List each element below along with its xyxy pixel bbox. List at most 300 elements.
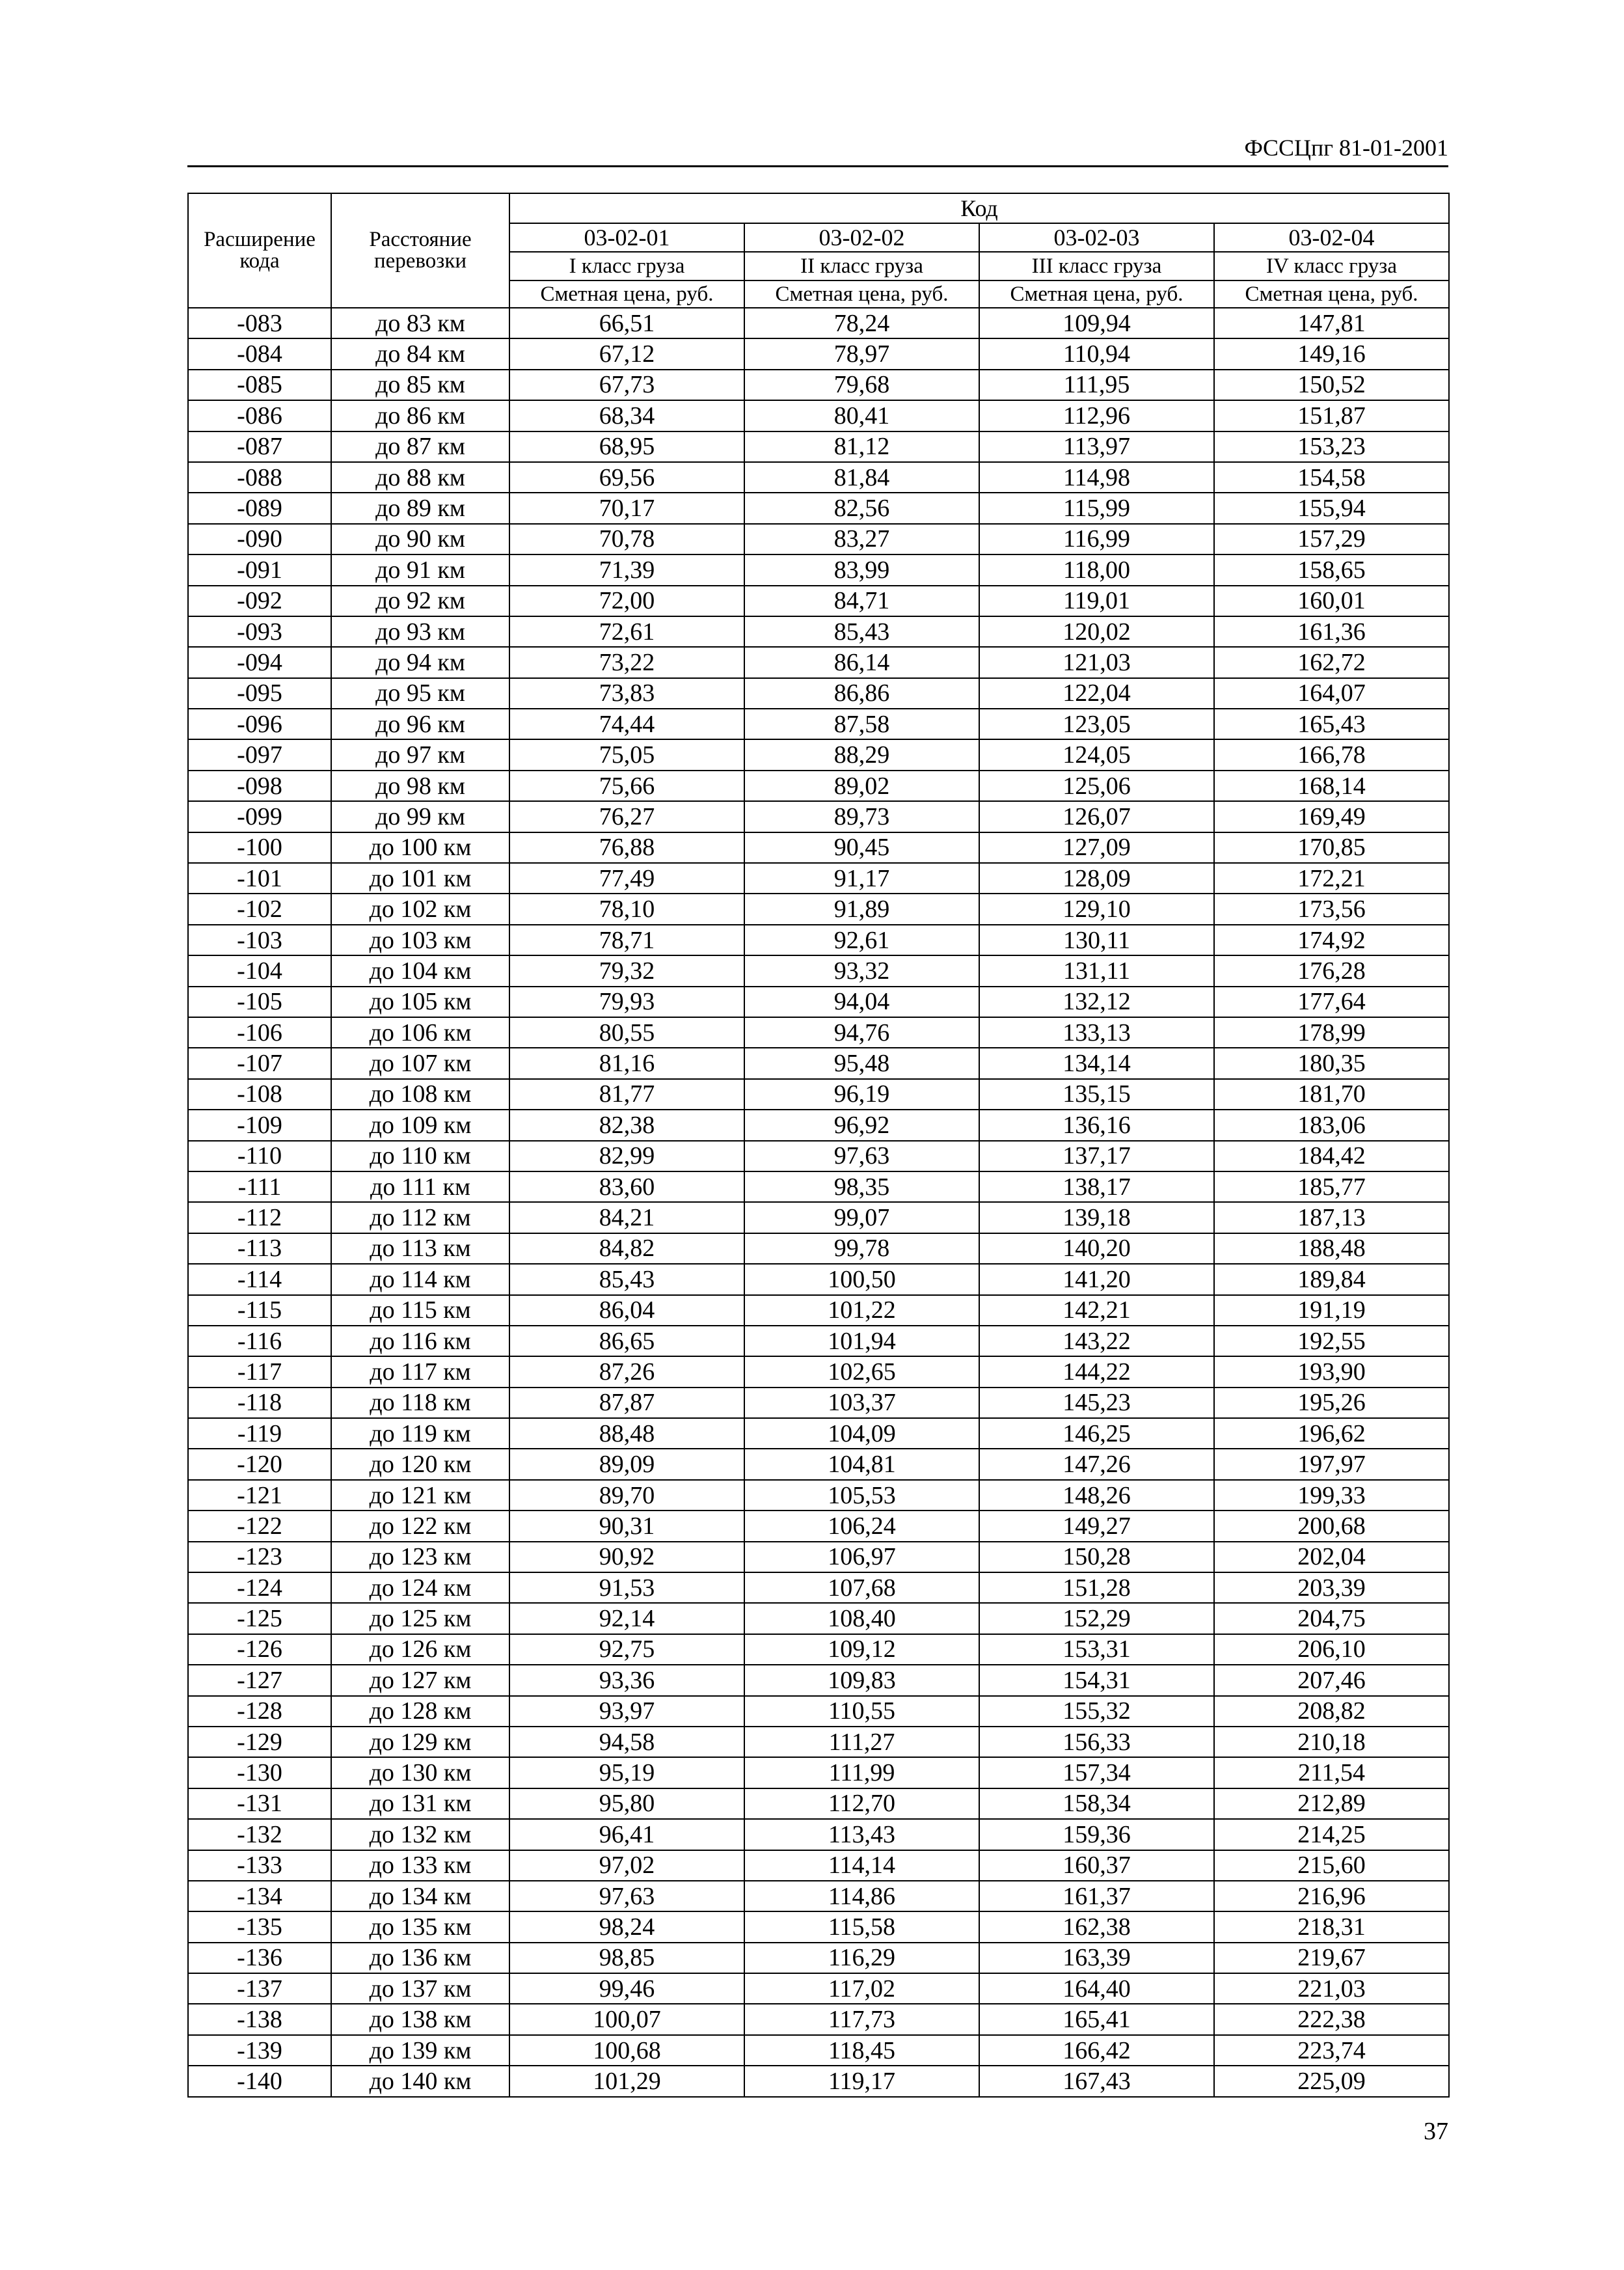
price-class3-cell: 110,94 bbox=[979, 338, 1214, 369]
table-row bbox=[188, 1634, 1449, 1665]
price-class3-cell: 152,29 bbox=[979, 1603, 1214, 1634]
distance-cell: до 97 км bbox=[331, 739, 509, 770]
price-class1-cell: 86,65 bbox=[509, 1326, 744, 1356]
price-class4-cell: 169,49 bbox=[1214, 801, 1449, 832]
price-class2-cell: 96,92 bbox=[744, 1110, 979, 1140]
price-class4-cell: 195,26 bbox=[1214, 1388, 1449, 1418]
price-class3-cell: 126,07 bbox=[979, 801, 1214, 832]
table-row bbox=[188, 400, 1449, 431]
price-class1-cell: 79,93 bbox=[509, 987, 744, 1017]
price-class3-cell: 116,99 bbox=[979, 524, 1214, 554]
extension-cell: -124 bbox=[188, 1572, 331, 1603]
price-class3-cell: 122,04 bbox=[979, 678, 1214, 709]
price-class2-cell: 101,22 bbox=[744, 1295, 979, 1326]
price-class3-cell: 124,05 bbox=[979, 739, 1214, 770]
price-class2-cell: 118,45 bbox=[744, 2035, 979, 2066]
price-class3-cell: 167,43 bbox=[979, 2066, 1214, 2096]
distance-cell: до 128 км bbox=[331, 1696, 509, 1727]
price-class1-cell: 93,36 bbox=[509, 1665, 744, 1695]
price-class1-cell: 95,80 bbox=[509, 1788, 744, 1819]
price-class3-cell: 160,37 bbox=[979, 1850, 1214, 1881]
distance-cell: до 110 км bbox=[331, 1141, 509, 1171]
table-row bbox=[188, 1202, 1449, 1233]
price-class1-cell: 69,56 bbox=[509, 462, 744, 493]
distance-cell: до 134 км bbox=[331, 1881, 509, 1911]
price-class3-cell: 125,06 bbox=[979, 771, 1214, 801]
distance-cell: до 96 км bbox=[331, 709, 509, 739]
price-class1-cell: 98,24 bbox=[509, 1911, 744, 1942]
price-class4-cell: 158,65 bbox=[1214, 554, 1449, 585]
distance-cell: до 115 км bbox=[331, 1295, 509, 1326]
price-class3-cell: 137,17 bbox=[979, 1141, 1214, 1171]
distance-cell: до 122 км bbox=[331, 1511, 509, 1541]
price-class4-cell: 203,39 bbox=[1214, 1572, 1449, 1603]
table-row bbox=[188, 709, 1449, 739]
price-class1-cell: 90,31 bbox=[509, 1511, 744, 1541]
distance-cell: до 87 км bbox=[331, 431, 509, 462]
price-class3-cell: 118,00 bbox=[979, 554, 1214, 585]
header-distance: Расстояние перевозки bbox=[331, 193, 509, 308]
price-class1-cell: 76,88 bbox=[509, 832, 744, 863]
price-class3-cell: 109,94 bbox=[979, 308, 1214, 338]
table-row bbox=[188, 925, 1449, 955]
price-class3-cell: 156,33 bbox=[979, 1727, 1214, 1757]
price-class4-cell: 176,28 bbox=[1214, 955, 1449, 986]
price-class4-cell: 191,19 bbox=[1214, 1295, 1449, 1326]
price-class2-cell: 113,43 bbox=[744, 1819, 979, 1850]
price-class1-cell: 96,41 bbox=[509, 1819, 744, 1850]
distance-cell: до 138 км bbox=[331, 2004, 509, 2034]
price-class4-cell: 196,62 bbox=[1214, 1418, 1449, 1449]
distance-cell: до 103 км bbox=[331, 925, 509, 955]
price-class2-cell: 89,73 bbox=[744, 801, 979, 832]
table-row bbox=[188, 1264, 1449, 1294]
price-class1-cell: 100,68 bbox=[509, 2035, 744, 2066]
price-class3-cell: 131,11 bbox=[979, 955, 1214, 986]
table-row bbox=[188, 1141, 1449, 1171]
extension-cell: -100 bbox=[188, 832, 331, 863]
price-class1-cell: 66,51 bbox=[509, 308, 744, 338]
price-class3-cell: 133,13 bbox=[979, 1017, 1214, 1048]
extension-cell: -127 bbox=[188, 1665, 331, 1695]
extension-cell: -128 bbox=[188, 1696, 331, 1727]
price-class4-cell: 222,38 bbox=[1214, 2004, 1449, 2034]
price-class2-cell: 81,84 bbox=[744, 462, 979, 493]
table-row bbox=[188, 739, 1449, 770]
document-header bbox=[187, 130, 1448, 165]
price-class4-cell: 188,48 bbox=[1214, 1233, 1449, 1264]
table-header bbox=[188, 193, 1449, 308]
table-row bbox=[188, 2035, 1449, 2066]
table-row bbox=[188, 524, 1449, 554]
header-price-2: Сметная цена, руб. bbox=[744, 280, 979, 308]
price-class2-cell: 92,61 bbox=[744, 925, 979, 955]
price-class4-cell: 180,35 bbox=[1214, 1048, 1449, 1078]
price-class1-cell: 67,12 bbox=[509, 338, 744, 369]
price-class2-cell: 116,29 bbox=[744, 1943, 979, 1973]
price-class4-cell: 192,55 bbox=[1214, 1326, 1449, 1356]
distance-cell: до 108 км bbox=[331, 1079, 509, 1110]
table-row bbox=[188, 1449, 1449, 1479]
extension-cell: -102 bbox=[188, 894, 331, 924]
price-class3-cell: 166,42 bbox=[979, 2035, 1214, 2066]
price-class3-cell: 165,41 bbox=[979, 2004, 1214, 2034]
price-class1-cell: 101,29 bbox=[509, 2066, 744, 2096]
extension-cell: -112 bbox=[188, 1202, 331, 1233]
extension-cell: -123 bbox=[188, 1542, 331, 1572]
extension-cell: -118 bbox=[188, 1388, 331, 1418]
table-row bbox=[188, 771, 1449, 801]
extension-cell: -091 bbox=[188, 554, 331, 585]
table-row bbox=[188, 1881, 1449, 1911]
distance-cell: до 95 км bbox=[331, 678, 509, 709]
table-row bbox=[188, 1788, 1449, 1819]
price-class4-cell: 208,82 bbox=[1214, 1696, 1449, 1727]
price-class1-cell: 98,85 bbox=[509, 1943, 744, 1973]
table-row bbox=[188, 1603, 1449, 1634]
price-class3-cell: 154,31 bbox=[979, 1665, 1214, 1695]
table-row bbox=[188, 462, 1449, 493]
table-row bbox=[188, 832, 1449, 863]
price-class4-cell: 216,96 bbox=[1214, 1881, 1449, 1911]
price-class1-cell: 78,10 bbox=[509, 894, 744, 924]
price-class4-cell: 164,07 bbox=[1214, 678, 1449, 709]
table-row bbox=[188, 1572, 1449, 1603]
price-class1-cell: 93,97 bbox=[509, 1696, 744, 1727]
price-class1-cell: 92,75 bbox=[509, 1634, 744, 1665]
header-price-1: Сметная цена, руб. bbox=[509, 280, 744, 308]
table-row bbox=[188, 1850, 1449, 1881]
price-class1-cell: 90,92 bbox=[509, 1542, 744, 1572]
distance-cell: до 83 км bbox=[331, 308, 509, 338]
distance-cell: до 123 км bbox=[331, 1542, 509, 1572]
price-class2-cell: 78,97 bbox=[744, 338, 979, 369]
extension-cell: -110 bbox=[188, 1141, 331, 1171]
extension-cell: -140 bbox=[188, 2066, 331, 2096]
price-class4-cell: 166,78 bbox=[1214, 739, 1449, 770]
price-class3-cell: 149,27 bbox=[979, 1511, 1214, 1541]
header-extension: Расширение кода bbox=[188, 193, 331, 308]
table-row bbox=[188, 1727, 1449, 1757]
price-class1-cell: 97,63 bbox=[509, 1881, 744, 1911]
distance-cell: до 116 км bbox=[331, 1326, 509, 1356]
extension-cell: -088 bbox=[188, 462, 331, 493]
price-class1-cell: 73,22 bbox=[509, 647, 744, 677]
price-class3-cell: 127,09 bbox=[979, 832, 1214, 863]
table-body bbox=[188, 308, 1449, 2097]
price-class4-cell: 173,56 bbox=[1214, 894, 1449, 924]
price-class4-cell: 168,14 bbox=[1214, 771, 1449, 801]
table-row bbox=[188, 554, 1449, 585]
price-class4-cell: 172,21 bbox=[1214, 863, 1449, 894]
price-class2-cell: 83,27 bbox=[744, 524, 979, 554]
distance-cell: до 92 км bbox=[331, 586, 509, 616]
table-row bbox=[188, 1017, 1449, 1048]
distance-cell: до 109 км bbox=[331, 1110, 509, 1140]
price-class3-cell: 147,26 bbox=[979, 1449, 1214, 1479]
extension-cell: -130 bbox=[188, 1757, 331, 1788]
price-class2-cell: 91,89 bbox=[744, 894, 979, 924]
extension-cell: -116 bbox=[188, 1326, 331, 1356]
price-class4-cell: 214,25 bbox=[1214, 1819, 1449, 1850]
distance-cell: до 107 км bbox=[331, 1048, 509, 1078]
extension-cell: -106 bbox=[188, 1017, 331, 1048]
price-class3-cell: 155,32 bbox=[979, 1696, 1214, 1727]
header-code-4: 03-02-04 bbox=[1214, 223, 1449, 252]
extension-cell: -120 bbox=[188, 1449, 331, 1479]
price-class2-cell: 105,53 bbox=[744, 1480, 979, 1511]
extension-cell: -083 bbox=[188, 308, 331, 338]
table-row bbox=[188, 987, 1449, 1017]
price-class2-cell: 99,07 bbox=[744, 1202, 979, 1233]
price-class4-cell: 149,16 bbox=[1214, 338, 1449, 369]
price-class1-cell: 68,34 bbox=[509, 400, 744, 431]
price-class3-cell: 120,02 bbox=[979, 616, 1214, 647]
price-class1-cell: 67,73 bbox=[509, 370, 744, 400]
price-class3-cell: 130,11 bbox=[979, 925, 1214, 955]
price-class2-cell: 115,58 bbox=[744, 1911, 979, 1942]
extension-cell: -101 bbox=[188, 863, 331, 894]
price-class2-cell: 91,17 bbox=[744, 863, 979, 894]
extension-cell: -097 bbox=[188, 739, 331, 770]
extension-cell: -086 bbox=[188, 400, 331, 431]
table-row bbox=[188, 1418, 1449, 1449]
distance-cell: до 119 км bbox=[331, 1418, 509, 1449]
price-class4-cell: 160,01 bbox=[1214, 586, 1449, 616]
price-class2-cell: 101,94 bbox=[744, 1326, 979, 1356]
table-row bbox=[188, 370, 1449, 400]
distance-cell: до 136 км bbox=[331, 1943, 509, 1973]
table-row bbox=[188, 431, 1449, 462]
price-class3-cell: 113,97 bbox=[979, 431, 1214, 462]
price-class3-cell: 114,98 bbox=[979, 462, 1214, 493]
extension-cell: -104 bbox=[188, 955, 331, 986]
table-row bbox=[188, 1757, 1449, 1788]
price-class2-cell: 111,99 bbox=[744, 1757, 979, 1788]
price-class2-cell: 89,02 bbox=[744, 771, 979, 801]
distance-cell: до 124 км bbox=[331, 1572, 509, 1603]
table-row bbox=[188, 616, 1449, 647]
price-class3-cell: 136,16 bbox=[979, 1110, 1214, 1140]
table-row bbox=[188, 1048, 1449, 1078]
price-class2-cell: 104,81 bbox=[744, 1449, 979, 1479]
distance-cell: до 99 км bbox=[331, 801, 509, 832]
price-class2-cell: 88,29 bbox=[744, 739, 979, 770]
table-row bbox=[188, 1110, 1449, 1140]
distance-cell: до 111 км bbox=[331, 1171, 509, 1202]
distance-cell: до 100 км bbox=[331, 832, 509, 863]
extension-cell: -135 bbox=[188, 1911, 331, 1942]
table-row bbox=[188, 1911, 1449, 1942]
price-class4-cell: 185,77 bbox=[1214, 1171, 1449, 1202]
extension-cell: -107 bbox=[188, 1048, 331, 1078]
table-row bbox=[188, 801, 1449, 832]
distance-cell: до 98 км bbox=[331, 771, 509, 801]
table-row bbox=[188, 308, 1449, 338]
price-class4-cell: 199,33 bbox=[1214, 1480, 1449, 1511]
price-class4-cell: 207,46 bbox=[1214, 1665, 1449, 1695]
price-class1-cell: 70,17 bbox=[509, 493, 744, 523]
price-class4-cell: 211,54 bbox=[1214, 1757, 1449, 1788]
table-row bbox=[188, 1388, 1449, 1418]
price-class4-cell: 170,85 bbox=[1214, 832, 1449, 863]
price-class4-cell: 187,13 bbox=[1214, 1202, 1449, 1233]
header-class-3: III класс груза bbox=[979, 252, 1214, 280]
distance-cell: до 85 км bbox=[331, 370, 509, 400]
price-class3-cell: 151,28 bbox=[979, 1572, 1214, 1603]
price-class2-cell: 106,24 bbox=[744, 1511, 979, 1541]
table-row bbox=[188, 338, 1449, 369]
table-row bbox=[188, 1511, 1449, 1541]
extension-cell: -089 bbox=[188, 493, 331, 523]
extension-cell: -113 bbox=[188, 1233, 331, 1264]
price-class3-cell: 162,38 bbox=[979, 1911, 1214, 1942]
table-row bbox=[188, 586, 1449, 616]
extension-cell: -084 bbox=[188, 338, 331, 369]
price-class2-cell: 86,86 bbox=[744, 678, 979, 709]
distance-cell: до 88 км bbox=[331, 462, 509, 493]
distance-cell: до 86 км bbox=[331, 400, 509, 431]
distance-cell: до 127 км bbox=[331, 1665, 509, 1695]
extension-cell: -136 bbox=[188, 1943, 331, 1973]
price-class2-cell: 107,68 bbox=[744, 1572, 979, 1603]
price-class2-cell: 95,48 bbox=[744, 1048, 979, 1078]
extension-cell: -117 bbox=[188, 1356, 331, 1387]
price-class3-cell: 111,95 bbox=[979, 370, 1214, 400]
price-class2-cell: 84,71 bbox=[744, 586, 979, 616]
price-class4-cell: 151,87 bbox=[1214, 400, 1449, 431]
distance-cell: до 125 км bbox=[331, 1603, 509, 1634]
extension-cell: -138 bbox=[188, 2004, 331, 2034]
table-row bbox=[188, 1973, 1449, 2004]
price-class4-cell: 174,92 bbox=[1214, 925, 1449, 955]
price-class3-cell: 148,26 bbox=[979, 1480, 1214, 1511]
price-class4-cell: 206,10 bbox=[1214, 1634, 1449, 1665]
extension-cell: -092 bbox=[188, 586, 331, 616]
price-class2-cell: 111,27 bbox=[744, 1727, 979, 1757]
price-class1-cell: 70,78 bbox=[509, 524, 744, 554]
price-class3-cell: 157,34 bbox=[979, 1757, 1214, 1788]
price-class2-cell: 106,97 bbox=[744, 1542, 979, 1572]
price-class2-cell: 104,09 bbox=[744, 1418, 979, 1449]
price-class1-cell: 87,87 bbox=[509, 1388, 744, 1418]
header-code: Код bbox=[509, 193, 1449, 223]
price-class3-cell: 141,20 bbox=[979, 1264, 1214, 1294]
price-class4-cell: 215,60 bbox=[1214, 1850, 1449, 1881]
price-class2-cell: 78,24 bbox=[744, 308, 979, 338]
distance-cell: до 112 км bbox=[331, 1202, 509, 1233]
price-class2-cell: 81,12 bbox=[744, 431, 979, 462]
distance-cell: до 105 км bbox=[331, 987, 509, 1017]
price-class1-cell: 91,53 bbox=[509, 1572, 744, 1603]
table-row bbox=[188, 1819, 1449, 1850]
price-class3-cell: 159,36 bbox=[979, 1819, 1214, 1850]
extension-cell: -122 bbox=[188, 1511, 331, 1541]
price-class1-cell: 99,46 bbox=[509, 1973, 744, 2004]
price-class1-cell: 72,61 bbox=[509, 616, 744, 647]
price-class1-cell: 84,21 bbox=[509, 1202, 744, 1233]
table-row bbox=[188, 2004, 1449, 2034]
price-class2-cell: 79,68 bbox=[744, 370, 979, 400]
extension-cell: -095 bbox=[188, 678, 331, 709]
extension-cell: -094 bbox=[188, 647, 331, 677]
price-class4-cell: 210,18 bbox=[1214, 1727, 1449, 1757]
price-class1-cell: 100,07 bbox=[509, 2004, 744, 2034]
price-class3-cell: 164,40 bbox=[979, 1973, 1214, 2004]
price-class4-cell: 178,99 bbox=[1214, 1017, 1449, 1048]
price-class3-cell: 158,34 bbox=[979, 1788, 1214, 1819]
extension-cell: -103 bbox=[188, 925, 331, 955]
price-class1-cell: 77,49 bbox=[509, 863, 744, 894]
price-class3-cell: 142,21 bbox=[979, 1295, 1214, 1326]
price-class1-cell: 68,95 bbox=[509, 431, 744, 462]
distance-cell: до 130 км bbox=[331, 1757, 509, 1788]
table-row bbox=[188, 1356, 1449, 1387]
price-class3-cell: 123,05 bbox=[979, 709, 1214, 739]
extension-cell: -139 bbox=[188, 2035, 331, 2066]
header-class-1: I класс груза bbox=[509, 252, 744, 280]
price-class1-cell: 88,48 bbox=[509, 1418, 744, 1449]
price-class2-cell: 112,70 bbox=[744, 1788, 979, 1819]
price-class1-cell: 83,60 bbox=[509, 1171, 744, 1202]
price-class2-cell: 114,14 bbox=[744, 1850, 979, 1881]
price-class1-cell: 82,38 bbox=[509, 1110, 744, 1140]
price-class4-cell: 162,72 bbox=[1214, 647, 1449, 677]
price-class2-cell: 90,45 bbox=[744, 832, 979, 863]
table-row bbox=[188, 647, 1449, 677]
price-class1-cell: 81,16 bbox=[509, 1048, 744, 1078]
extension-cell: -099 bbox=[188, 801, 331, 832]
price-class1-cell: 89,70 bbox=[509, 1480, 744, 1511]
price-class2-cell: 119,17 bbox=[744, 2066, 979, 2096]
price-class4-cell: 200,68 bbox=[1214, 1511, 1449, 1541]
distance-cell: до 91 км bbox=[331, 554, 509, 585]
table-row bbox=[188, 493, 1449, 523]
distance-cell: до 90 км bbox=[331, 524, 509, 554]
extension-cell: -111 bbox=[188, 1171, 331, 1202]
distance-cell: до 89 км bbox=[331, 493, 509, 523]
price-class1-cell: 74,44 bbox=[509, 709, 744, 739]
extension-cell: -109 bbox=[188, 1110, 331, 1140]
table-row bbox=[188, 1171, 1449, 1202]
price-class2-cell: 117,73 bbox=[744, 2004, 979, 2034]
price-class2-cell: 96,19 bbox=[744, 1079, 979, 1110]
price-class1-cell: 94,58 bbox=[509, 1727, 744, 1757]
distance-cell: до 120 км bbox=[331, 1449, 509, 1479]
price-class3-cell: 163,39 bbox=[979, 1943, 1214, 1973]
price-class1-cell: 97,02 bbox=[509, 1850, 744, 1881]
price-class3-cell: 128,09 bbox=[979, 863, 1214, 894]
extension-cell: -105 bbox=[188, 987, 331, 1017]
table-row bbox=[188, 1480, 1449, 1511]
distance-cell: до 104 км bbox=[331, 955, 509, 986]
price-class3-cell: 140,20 bbox=[979, 1233, 1214, 1264]
price-class1-cell: 81,77 bbox=[509, 1079, 744, 1110]
price-class2-cell: 99,78 bbox=[744, 1233, 979, 1264]
price-class1-cell: 71,39 bbox=[509, 554, 744, 585]
price-class4-cell: 161,36 bbox=[1214, 616, 1449, 647]
extension-cell: -115 bbox=[188, 1295, 331, 1326]
price-class3-cell: 153,31 bbox=[979, 1634, 1214, 1665]
price-class4-cell: 154,58 bbox=[1214, 462, 1449, 493]
price-class4-cell: 157,29 bbox=[1214, 524, 1449, 554]
price-class1-cell: 87,26 bbox=[509, 1356, 744, 1387]
extension-cell: -125 bbox=[188, 1603, 331, 1634]
price-class3-cell: 139,18 bbox=[979, 1202, 1214, 1233]
price-class1-cell: 80,55 bbox=[509, 1017, 744, 1048]
price-class3-cell: 134,14 bbox=[979, 1048, 1214, 1078]
table-row bbox=[188, 1079, 1449, 1110]
